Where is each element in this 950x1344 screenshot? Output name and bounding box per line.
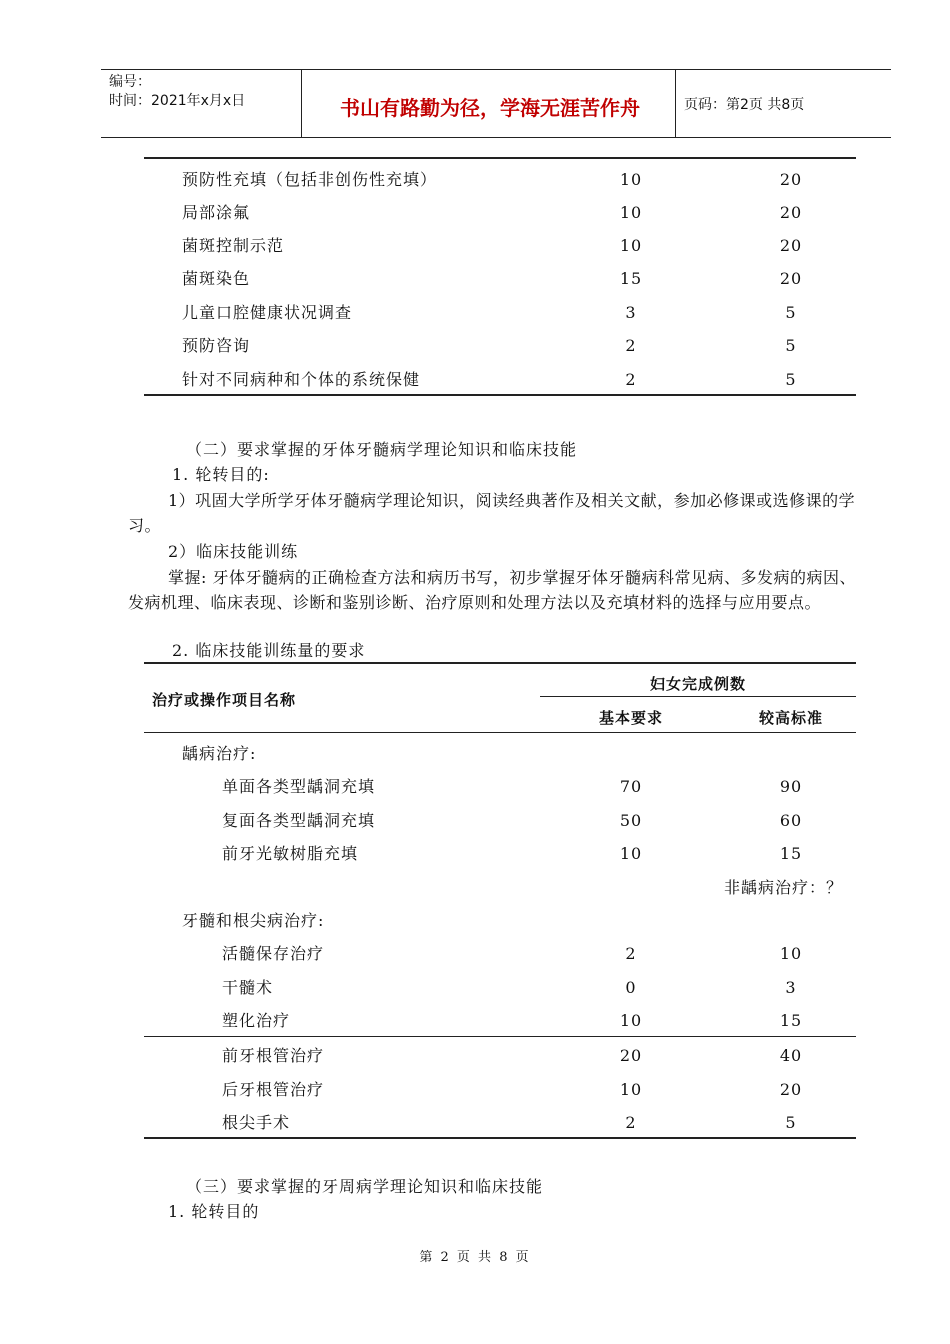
page-header <box>101 69 891 138</box>
table-cell-higher: 5 <box>785 336 797 355</box>
table-cell-higher: 20 <box>779 269 803 288</box>
table-note: 非龋病治疗：？ <box>724 878 844 897</box>
table-cell-higher: 20 <box>779 236 803 255</box>
table-cell-name: 复面各类型龋洞充填 <box>222 811 376 830</box>
table1-bottom-rule <box>144 394 856 396</box>
table-cell-basic: 10 <box>619 236 643 255</box>
table-cell-higher: 15 <box>779 1011 803 1030</box>
table-group-label: 牙髓和根尖病治疗: <box>182 911 325 930</box>
table-cell-name: 塑化治疗 <box>222 1011 291 1030</box>
table-cell-higher: 60 <box>779 811 803 830</box>
table-cell-basic: 0 <box>625 978 637 997</box>
table-cell-basic: 3 <box>625 303 637 322</box>
table-cell-basic: 2 <box>625 944 637 963</box>
table-cell-name: 前牙根管治疗 <box>222 1046 325 1065</box>
table-cell-higher: 40 <box>779 1046 803 1065</box>
table-cell-basic: 10 <box>619 203 643 222</box>
header-divider <box>301 70 302 137</box>
table-header-name: 治疗或操作项目名称 <box>152 691 297 709</box>
page-footer: 第 2 页 共 8 页 <box>419 1250 531 1265</box>
table-cell-higher: 20 <box>779 1080 803 1099</box>
table-cell-higher: 90 <box>779 777 803 796</box>
section-heading: （二）要求掌握的牙体牙髓病学理论知识和临床技能 <box>186 440 578 459</box>
table-cell-higher: 20 <box>779 170 803 189</box>
table-header-basic: 基本要求 <box>598 709 663 727</box>
serial-label: 编号： <box>109 74 151 90</box>
table-cell-name: 针对不同病种和个体的系统保健 <box>182 370 421 389</box>
table2-top-rule <box>144 662 856 664</box>
header-motto: 书山有路勤为径，学海无涯苦作舟 <box>340 96 640 120</box>
list-item: 1. 轮转目的 <box>168 1202 260 1221</box>
table-cell-name: 后牙根管治疗 <box>222 1080 325 1099</box>
table-header-higher: 较高标准 <box>758 709 823 727</box>
paragraph: 1）巩固大学所学牙体牙髓病学理论知识，阅读经典著作及相关文献，参加必修课或选修课的学习。 <box>128 491 856 535</box>
table2-bottom-rule <box>144 1137 856 1139</box>
table-cell-higher: 10 <box>779 944 803 963</box>
table-group-label: 龋病治疗: <box>182 744 257 763</box>
header-meta <box>109 73 245 111</box>
table-cell-higher: 5 <box>785 1113 797 1132</box>
table1-top-rule <box>144 157 856 159</box>
table-cell-basic: 10 <box>619 1011 643 1030</box>
date-label: 时间：2021年x月x日 <box>109 93 246 109</box>
table-cell-name: 活髓保存治疗 <box>222 944 325 963</box>
table-cell-name: 前牙光敏树脂充填 <box>222 844 359 863</box>
table-cell-name: 局部涂氟 <box>182 203 251 222</box>
table-cell-higher: 5 <box>785 303 797 322</box>
table-cell-name: 儿童口腔健康状况调查 <box>182 303 353 322</box>
header-divider <box>675 70 676 137</box>
table-cell-basic: 50 <box>619 811 643 830</box>
table-cell-name: 菌斑染色 <box>182 269 251 288</box>
table-cell-basic: 10 <box>619 844 643 863</box>
table-header-group: 妇女完成例数 <box>649 675 746 693</box>
table-cell-name: 干髓术 <box>222 978 274 997</box>
table-cell-name: 单面各类型龋洞充填 <box>222 777 376 796</box>
table-cell-basic: 2 <box>625 370 637 389</box>
table-cell-basic: 20 <box>619 1046 643 1065</box>
table-cell-basic: 10 <box>619 1080 643 1099</box>
list-item: 1. 轮转目的: <box>172 465 270 484</box>
table-cell-name: 菌斑控制示范 <box>182 236 285 255</box>
table-cell-basic: 70 <box>619 777 643 796</box>
table-cell-name: 预防咨询 <box>182 336 251 355</box>
table-cell-basic: 2 <box>625 336 637 355</box>
table2-header-rule <box>144 732 856 733</box>
table-cell-higher: 5 <box>785 370 797 389</box>
list-item: 2. 临床技能训练量的要求 <box>172 641 366 660</box>
paragraph: 2）临床技能训练 <box>168 542 299 561</box>
table-cell-basic: 10 <box>619 170 643 189</box>
table-cell-higher: 3 <box>785 978 797 997</box>
table-cell-higher: 15 <box>779 844 803 863</box>
table-cell-higher: 20 <box>779 203 803 222</box>
table-cell-basic: 15 <box>619 269 643 288</box>
table2-mid-rule <box>144 1036 856 1037</box>
table2-group-rule <box>540 696 856 697</box>
paragraph: 掌握: 牙体牙髓病的正确检查方法和病历书写，初步掌握牙体牙髓病科常见病、多发病的病因、发病机理、临床表现、诊断和鉴别诊断、治疗原则和处理方法以及充填材料的选择与应用要点。 <box>128 568 856 612</box>
header-page-info: 页码：第2页 共8页 <box>684 97 805 113</box>
section-heading: （三）要求掌握的牙周病学理论知识和临床技能 <box>186 1177 544 1196</box>
table-cell-basic: 2 <box>625 1113 637 1132</box>
table-cell-name: 预防性充填（包括非创伤性充填） <box>182 170 438 189</box>
table-cell-name: 根尖手术 <box>222 1113 291 1132</box>
